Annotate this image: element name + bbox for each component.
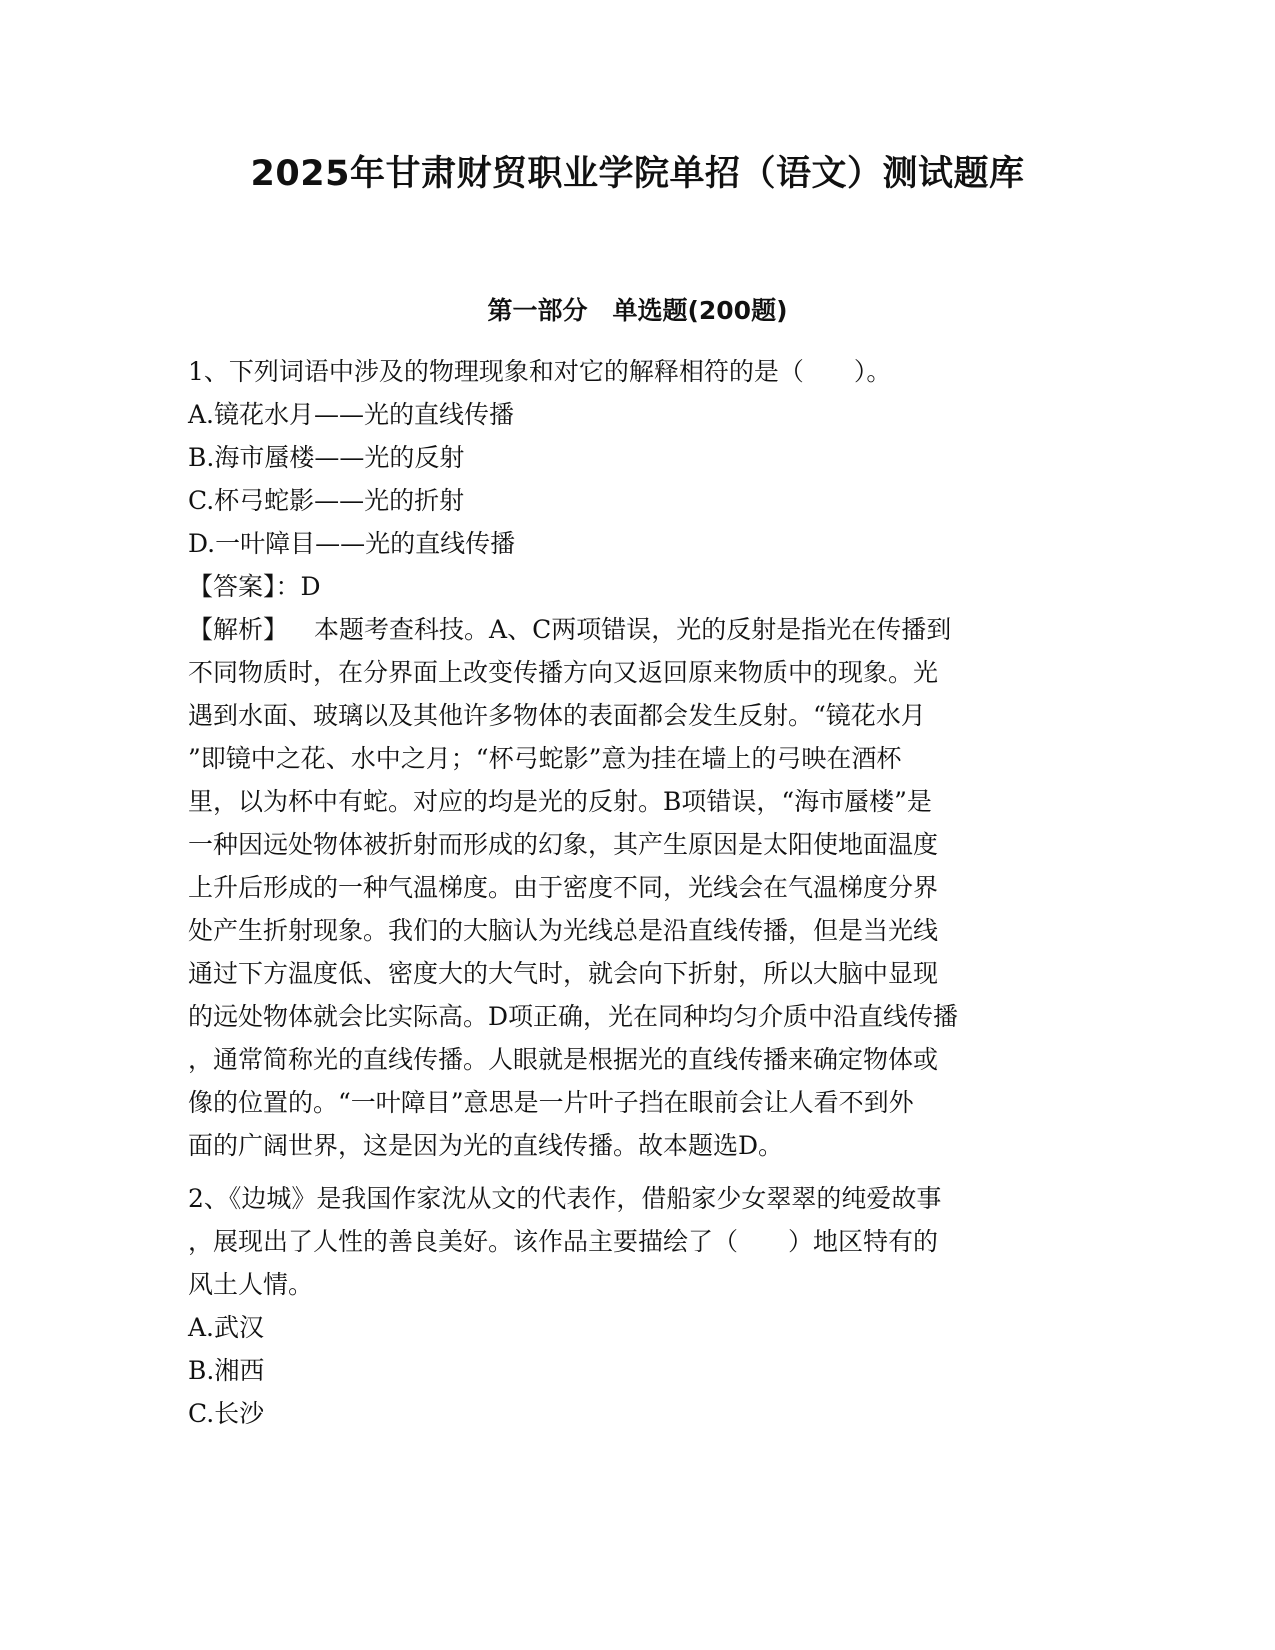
explanation-line: 像的位置的。“一叶障目”意思是一片叶子挡在眼前会让人看不到外 xyxy=(188,1088,914,1117)
document-title: 2025年甘肃财贸职业学院单招（语文）测试题库 xyxy=(250,154,1025,194)
option-a: A.武汉 xyxy=(188,1313,265,1342)
explanation-line: 不同物质时，在分界面上改变传播方向又返回原来物质中的现象。光 xyxy=(188,658,939,687)
explanation-line: 面的广阔世界，这是因为光的直线传播。故本题选D。 xyxy=(188,1131,784,1160)
explanation-line: 通过下方温度低、密度大的大气时，就会向下折射，所以大脑中显现 xyxy=(188,959,939,988)
question-stem: 风土人情。 xyxy=(188,1270,314,1299)
answer-line xyxy=(188,565,1078,608)
question-stem: ，展现出了人性的善良美好。该作品主要描绘了（ ）地区特有的 xyxy=(188,1227,939,1256)
section-heading: 第一部分 单选题(200题) xyxy=(487,296,788,325)
option-c: C.长沙 xyxy=(188,1399,265,1428)
question-stem: 2、《边城》是我国作家沈从文的代表作，借船家少女翠翠的纯爱故事 xyxy=(188,1184,942,1213)
answer-value: D xyxy=(300,572,321,601)
explanation-label: 【解析】 xyxy=(188,615,289,644)
option-a: A.镜花水月——光的直线传播 xyxy=(188,400,515,429)
explanation-line: 的远处物体就会比实际高。D项正确，光在同种均匀介质中沿直线传播 xyxy=(188,1002,959,1031)
explanation-line: ”即镜中之花、水中之月；“杯弓蛇影”意为挂在墙上的弓映在酒杯 xyxy=(188,744,902,773)
explanation-line: 里，以为杯中有蛇。对应的均是光的反射。B项错误，“海市蜃楼”是 xyxy=(188,787,932,816)
explanation-text: 本题考查科技。A、C两项错误，光的反射是指光在传播到 xyxy=(314,615,952,644)
question-2 xyxy=(188,1177,1078,1435)
explanation-line: 上升后形成的一种气温梯度。由于密度不同，光线会在气温梯度分界 xyxy=(188,873,939,902)
question-1 xyxy=(188,350,1078,1167)
answer-label: 【答案】： xyxy=(188,572,301,601)
option-b: B.湘西 xyxy=(188,1356,265,1385)
option-d: D.一叶障目——光的直线传播 xyxy=(188,529,516,558)
question-list xyxy=(188,350,1078,1435)
option-b: B.海市蜃楼——光的反射 xyxy=(188,443,465,472)
explanation-line xyxy=(188,608,1078,651)
question-stem: 1、下列词语中涉及的物理现象和对它的解释相符的是（ ）。 xyxy=(188,357,892,386)
explanation-line: ，通常简称光的直线传播。人眼就是根据光的直线传播来确定物体或 xyxy=(188,1045,939,1074)
option-c: C.杯弓蛇影——光的折射 xyxy=(188,486,465,515)
explanation-line: 遇到水面、玻璃以及其他许多物体的表面都会发生反射。“镜花水月 xyxy=(188,701,926,730)
explanation-line: 一种因远处物体被折射而形成的幻象，其产生原因是太阳使地面温度 xyxy=(188,830,939,859)
explanation-line: 处产生折射现象。我们的大脑认为光线总是沿直线传播，但是当光线 xyxy=(188,916,939,945)
